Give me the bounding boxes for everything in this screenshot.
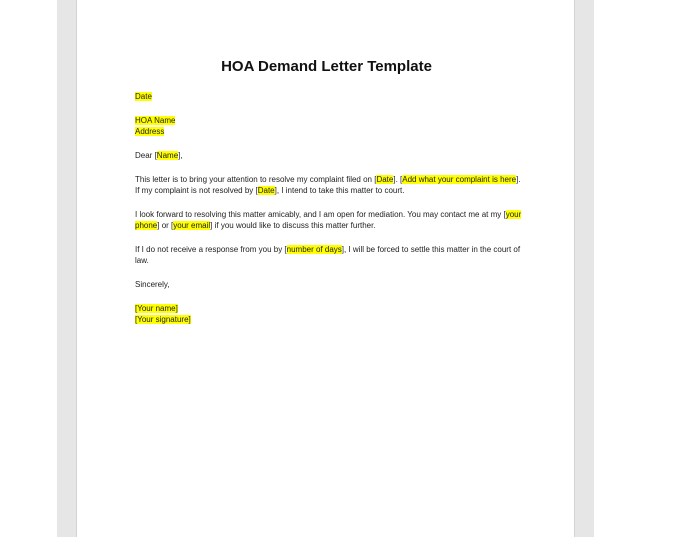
your-name-placeholder: [Your name] [135,304,178,313]
complaint-date-placeholder: Date [376,175,394,184]
complaint-description-placeholder: Add what your complaint is here [402,175,517,184]
salutation-prefix: Dear [ [135,151,157,160]
para2-text-1: I look forward to resolving this matter amicably, and I am open for mediation. You may contact me at my [ [135,210,506,219]
para2-text-3: ] if you would like to discuss this matter further. [210,221,376,230]
address-block [135,91,525,102]
paragraph-complaint [135,174,525,196]
para1-text-3: ]. If my complaint is not resolved by [ [135,175,521,195]
name-placeholder: Name [156,151,179,160]
para1-text-4: ], I intend to take this matter to court. [274,186,405,195]
paragraph-mediation [135,209,525,231]
para2-text-2: ] or [ [157,221,174,230]
para1-text-2: ]. [ [393,175,403,184]
signature-block [135,303,525,325]
closing: Sincerely, [135,280,170,289]
recipient-block [135,115,525,137]
letter-body [135,91,525,338]
your-signature-placeholder: [Your signature] [135,315,191,324]
email-placeholder: your email [173,221,211,230]
paragraph-deadline [135,244,525,266]
salutation [135,150,525,161]
date-placeholder: Date [135,92,152,101]
para3-text-1: If I do not receive a response from you by [ [135,245,287,254]
para1-text-1: This letter is to bring your attention to resolve my complaint filed on [ [135,175,377,184]
deadline-date-placeholder: Date [257,186,275,195]
salutation-suffix: ], [178,151,183,160]
phone-placeholder: your phone [135,210,522,230]
number-of-days-placeholder: number of days [286,245,342,254]
para3-text-2: ], I will be forced to settle this matter in the court of law. [135,245,521,265]
document-page [76,0,575,537]
address-placeholder: Address [135,127,165,136]
hoa-name-placeholder: HOA Name [135,116,176,125]
document-title: HOA Demand Letter Template [221,58,432,75]
